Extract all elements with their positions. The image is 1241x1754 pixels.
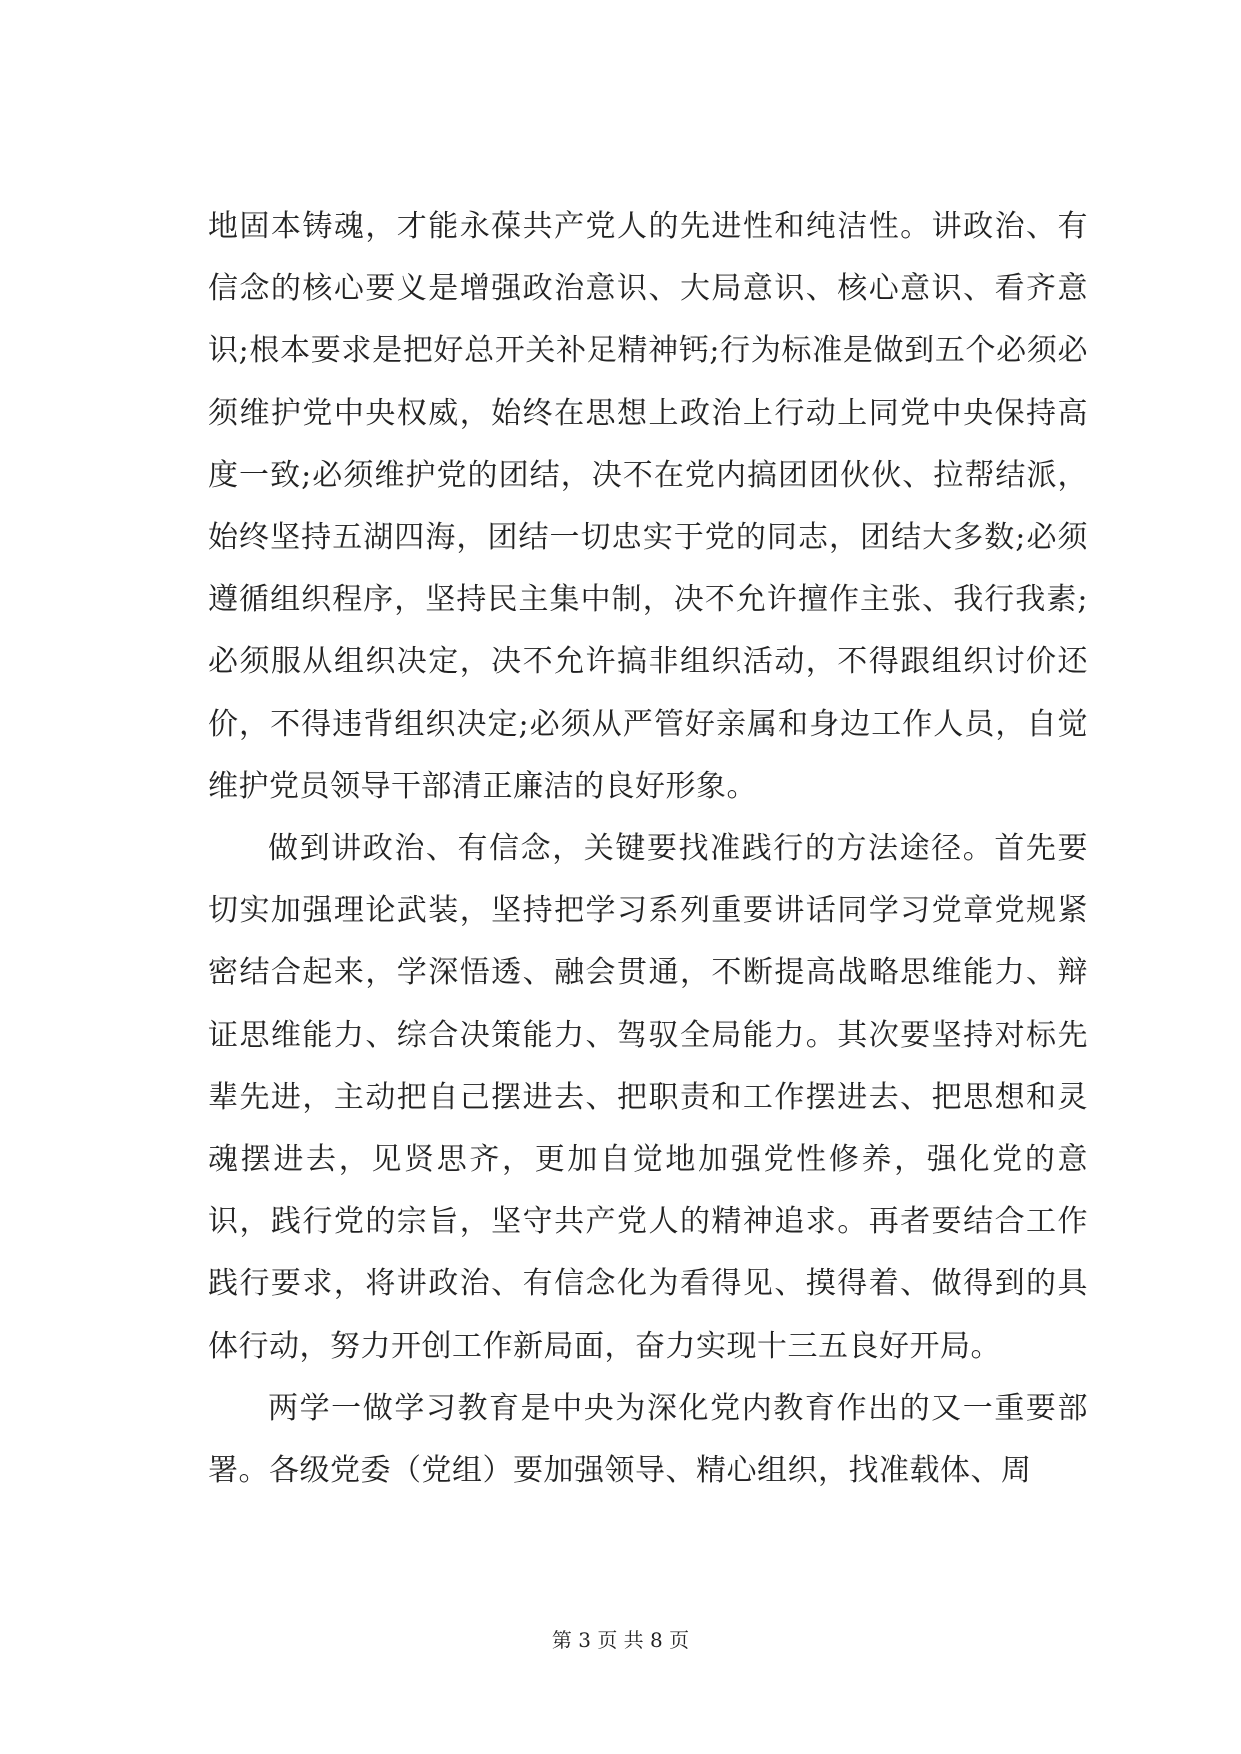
paragraph-1: 地固本铸魂，才能永葆共产党人的先进性和纯洁性。讲政治、有信念的核心要义是增强政治意识、大局意识、核心意识、看齐意识;根本要求是把好总开关补足精神钙;行为标准是做到五个必须必须维护党中央权威，始终在思想上政治上行动上同党中央保持高度一致;必须维护党的团结，决不在党内搞团团伙伙、拉帮结派，始终坚持五湖四海，团结一切忠实于党的同志，团结大多数;必须遵循组织程序，坚持民主集中制，决不允许擅作主张、我行我素;必须服从组织决定，决不允许搞非组织活动，不得跟组织讨价还价，不得违背组织决定;必须从严管好亲属和身边工作人员，自觉维护党员领导干部清正廉洁的良好形象。 xyxy=(208,209,1088,804)
paragraph-3: 两学一做学习教育是中央为深化党内教育作出的又一重要部署。各级党委（党组）要加强领导、精心组织，找准载体、周 xyxy=(208,1390,1088,1489)
body-text xyxy=(208,196,1088,1502)
paragraph-2: 做到讲政治、有信念，关键要找准践行的方法途径。首先要切实加强理论武装，坚持把学习系列重要讲话同学习党章党规紧密结合起来，学深悟透、融会贯通，不断提高战略思维能力、辩证思维能力、综合决策能力、驾驭全局能力。其次要坚持对标先辈先进，主动把自己摆进去、把职责和工作摆进去、把思想和灵魂摆进去，见贤思齐，更加自觉地加强党性修养，强化党的意识，践行党的宗旨，坚守共产党人的精神追求。再者要结合工作践行要求，将讲政治、有信念化为看得见、摸得着、做得到的具体行动，努力开创工作新局面，奋力实现十三五良好开局。 xyxy=(208,831,1088,1364)
page-number-footer: 第 3 页 共 8 页 xyxy=(551,1628,690,1652)
